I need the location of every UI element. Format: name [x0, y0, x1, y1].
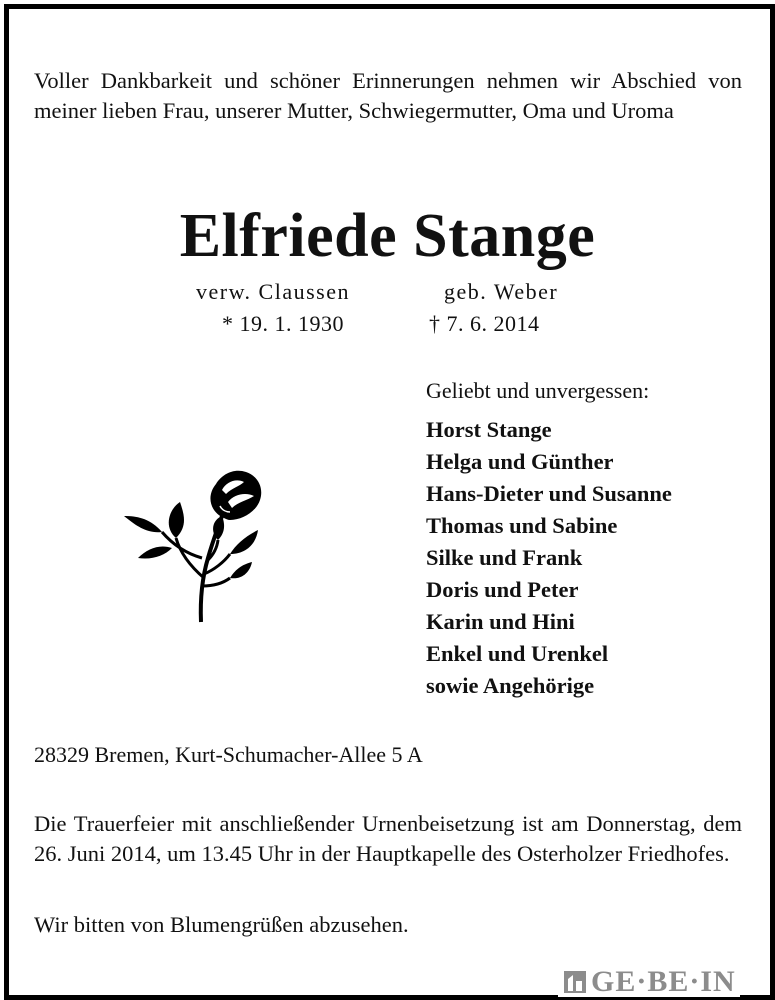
maiden-name: geb. Weber [444, 279, 559, 304]
mourner-item: Karin und Hini [426, 609, 575, 634]
mourner-item: Horst Stange [426, 417, 552, 442]
deceased-name: Elfriede Stange [179, 202, 596, 270]
birth-date: * 19. 1. 1930 [222, 311, 344, 336]
mourner-item: sowie Angehörige [426, 673, 595, 698]
mourner-item: Doris und Peter [426, 577, 579, 602]
mourner-item: Helga und Günther [426, 449, 614, 474]
mourner-item: Enkel und Urenkel [426, 641, 609, 666]
mourners-list [426, 414, 672, 702]
mourner-item: Thomas und Sabine [426, 513, 618, 538]
death-date: † 7. 6. 2014 [429, 311, 540, 336]
mourner-item: Hans-Dieter und Susanne [426, 481, 672, 506]
rose-icon [118, 458, 268, 628]
gebein-logo-icon [562, 969, 588, 995]
address: 28329 Bremen, Kurt-Schumacher-Allee 5 A [34, 742, 423, 767]
funeral-info: Die Trauerfeier mit anschließender Urnenbeisetzung ist am Donnerstag, dem 26. Juni 2014, um 13.45 Uhr in der Hauptkapelle des Osterholzer Friedhofes. [34, 811, 742, 866]
closing-note: Wir bitten von Blumengrüßen abzusehen. [34, 912, 409, 937]
mourner-item: Silke und Frank [426, 545, 583, 570]
widowed-name: verw. Claussen [196, 279, 350, 304]
intro-text: Voller Dankbarkeit und schöner Erinnerungen nehmen wir Abschied von meiner lieben Frau, unserer Mutter, Schwiegermutter, Oma und Uroma [34, 68, 742, 123]
gebein-logo-text: GE·BE·IN [591, 965, 736, 998]
gebein-logo [558, 967, 740, 997]
mourners-heading: Geliebt und unvergessen: [426, 378, 650, 403]
